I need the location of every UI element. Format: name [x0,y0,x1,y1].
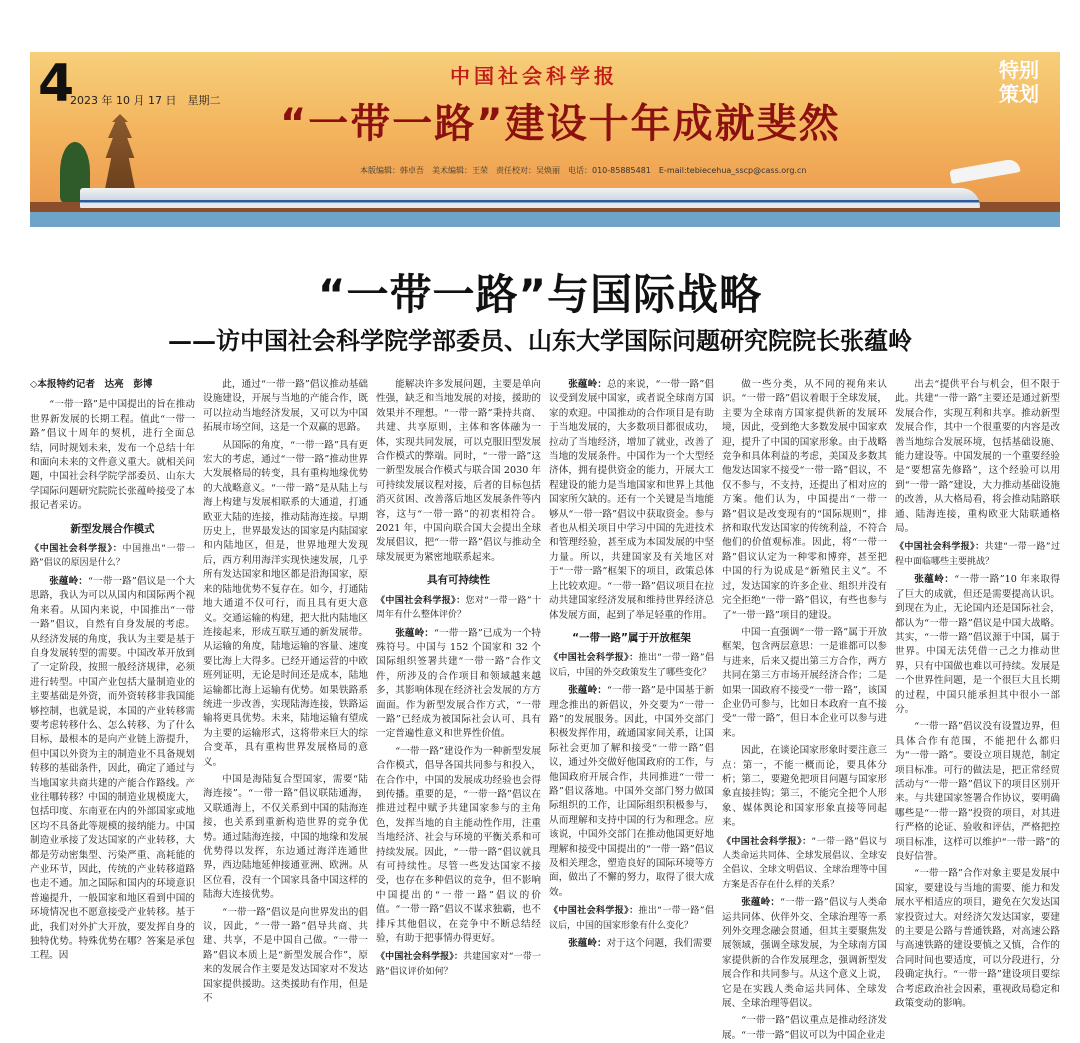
pagoda-illustration [100,114,140,194]
speaker-name: 张蕴岭： [741,897,781,909]
article-column [549,378,714,950]
interview-answer [722,896,887,1011]
body-paragraph: “一带一路”倡议没有设置边界，但具体合作有范围，不能把什么都归为“一带一路”。要设立项目规范，制定项目标准。可行的做法是，把正常经贸活动与“一带一路”倡议下的项目区别开来。与共建国家签署合作协议，要明确哪些是“一带一路”投资的项目，对其进行严格的论证、验收和评估，严格把控项目标准，这样可以维护“一带一路”的良好信誉。 [895,721,1060,862]
question-text: 共建国家对“一带一路”倡议评价如何？ [376,952,541,977]
speaker-name: 张蕴岭： [568,938,607,950]
interview-answer [376,627,541,742]
interview-answer [549,684,714,900]
article-column [722,378,887,1041]
editor-credits: 本版编辑：韩卓吾 美术编辑：王荣 责任校对：吴焕丽 电话：010-85885481 E-mail:tebiecehua_sscp@cass.org.cn [360,166,807,175]
body-paragraph: “一带一路”倡议是向世界发出的倡议，因此，“一带一路”倡导共商、共建、共享，不是中国自己做。“一带一路”倡议本质上是“新型发展合作”，原来的发展合作主要是发达国家对不发达国家提供援助。这类援助有作用，但是不 [203,906,368,1005]
question-label: 《中国社会科学报》： [30,544,123,555]
body-paragraph: 从国际的角度，“一带一路”具有更宏大的考虑，通过“一带一路”推动世界大发展格局的转变，具有重构地缘优势的大战略意义。“一带一路”是从陆上与海上构建与发展相联系的大通道，打通欧亚大陆的连接，推动陆海连接。早期历史上，世界最发达的国家是内陆国家和内陆地区，但是，世界地理大发现后，西方利用海洋实现快速发展，几乎所有发达国家和地区都是沿海国家，原来的陆地优势不复存在。如今，打通陆地大通道不仅可行，而且具有更大意义。交通运输的构建，把大批内陆地区连接起来，形成互联互通的新发展带。从运输的角度，陆地运输的容量、速度要比海上大得多。已经开通运营的中欧班列证明，无论是时间还是成本，陆地运输都比海上运输有优势。如果铁路系统进一步改善，实现陆海连接，铁路运输将更具优势。未来，陆地运输有望成为主要的运输形式，这将带来巨大的综合变革，具有重构世界发展格局的意义。 [203,439,368,768]
body-paragraph: 此，通过“一带一路”倡议推动基础设施建设，开展与当地的产能合作，既可以拉动当地经济发展，又可以为中国拓展市场空间，这是一个双赢的思路。 [203,379,368,434]
interview-question [376,594,541,623]
body-paragraph: “一带一路”合作对象主要是发展中国家，要建设与当地的需要、能力和发展水平相适应的项目，避免在欠发达国家投资过大。对经济欠发达国家，要建的主要是公路与普通铁路，对高速公路与高速铁路的建设要慎之又慎，合作的合同时间也要适度，可以分段进行，分段确定执行。“一带一路”建设项目要综合考虑政治社会因素，重视政局稳定和政策变动的影响。 [895,868,1060,1010]
speaker-name: 张蕴岭： [568,685,608,697]
article-column [376,378,541,977]
body-paragraph: “一带一路”是中国提出的旨在推动世界新发展的长期工程。值此“一带一路”倡议十周年的契机，进行全面总结，同时规划未来，发布一个总结十年和面向未来的文件意义重大。就相关问题，中国社会科学院学部委员、山东大学国际问题研究院院长张蕴岭接受了本报记者采访。 [30,399,195,512]
interview-question [895,540,1060,569]
interview-question [376,950,541,979]
speaker-name: 张蕴岭： [914,574,955,586]
article-column [203,378,368,1005]
reporter-byline: ◇本报特约记者 达亮 彭博 [30,379,153,390]
answer-text: “一带一路”是中国基于新理念推出的新倡议，外交要为“一带一路”的发展服务。因此，中国外交部门积极发挥作用，疏通国家间关系，让国际社会更加了解和接受“一带一路”倡议，通过外交做好他国政府的工作，与他国政府开展合作，共同推进“一带一路”倡议落地。中国外交部门努力做国际组织的工作，让国际组织积极参与，从而理解和支持中国的行为和理念。应该说，中国外交部门在推动他国更好地理解和接受中国提出的“一带一路”倡议及相关理念，塑造良好的国际环境等方面，做出了不懈的努力，取得了很大成效。 [549,685,714,898]
article-column [895,378,1060,1010]
article-body [30,378,1060,1041]
body-paragraph: 出去“提供平台与机会，但不限于此。共建“一带一路”主要还是通过新型发展合作，实现互利和共享。推动新型发展合作，其中一个很重要的内容是改善当地综合发展环境，包括基础设施、能力建设等。中国发展的一个重要经验是“要想富先修路”，这个经验可以用到“一带一路”建设，大力推动基础设施的改善，从大格局看，将会推动陆路联通、陆海连接，重构欧亚大陆联通格局。 [895,379,1060,535]
body-paragraph: “一带一路”倡议重点是推动经济发展。“一带一路”倡议可以为中国企业走 [722,1015,887,1041]
article-column [30,378,195,962]
answer-text: 总的来说，“一带一路”倡议受到发展中国家，或者说全球南方国家的欢迎。中国推动的合作项目是有助于当地发展的，大多数项目都很成功，拉动了当地经济，增加了就业，改善了当地的发展条件。中国作为一个大型经济体，拥有提供资金的能力，开展大工程建设的能力是当地国家和世界上其他国家所欠缺的。还有一个关键是当地能够从“一带一路”倡议中获取资金。参与者也从相关项目中学习中国的先进技术和管理经验，甚至成为本国发展的中坚力量。所以，共建国家及有关地区对于“一带一路”框架下的项目，政策总体上比较欢迎。“一带一路”倡议项目在拉动共建国家经济发展和维持世界经济总体发展方面，起到了举足轻重的作用。 [549,379,714,621]
question-label: 《中国社会科学报》： [549,906,639,917]
page-banner [30,52,1060,227]
question-text: “一带一路”倡议与人类命运共同体、全球发展倡议、全球安全倡议、全球文明倡议、全球治理等中国方案是否存在什么样的关系？ [722,836,887,890]
issue-date: 2023 年 10 月 17 日 星期二 [70,94,221,107]
body-paragraph: 中国一直强调“一带一路”属于开放框架，包含两层意思：一是谁都可以参与进来，后来又提出第三方合作，两方共同在第三方市场开展经济合作；二是如果一国政府不接受“一带一路”，该国企业仍可参与，比如日本政府一直不接受“一带一路”，但日本企业可以参与进来。 [722,626,887,739]
section-heading: 具有可持续性 [427,574,490,587]
question-label: 《中国社会科学报》： [722,836,812,847]
special-feature-label: 特别策划 [999,58,1039,106]
interview-question [549,651,714,680]
interview-question [722,835,887,893]
interview-answer [30,575,195,964]
high-speed-train-illustration [80,188,980,208]
interview-answer [895,573,1060,717]
speaker-name: 张蕴岭： [49,575,89,587]
answer-text: “一带一路”已成为一个特殊符号。中国与 152 个国家和 32 个国际组织签署共建“一带一路”合作文件，所涉及的合作项目和领域越来越多，其影响体现在经济社会发展的方方面面。作为新型发展合作方式，“一带一路”已经成为被国际社会认可、具有一定普遍性意义和世界性价值。 [376,627,541,740]
answer-text: “一带一路”倡议与人类命运共同体、伙伴外交、全球治理等一系列外交理念融会贯通，但其主要聚焦发展领域，强调全球发展，为全球南方国家提供新的合作发展理念，强调新型发展合作和共同参与。从这个意义上说，它是在实践人类命运共同体、全球发展、全球治理等倡议。 [722,897,887,1010]
airplane-illustration [949,158,1020,184]
body-paragraph: 中国是海陆复合型国家，需要“陆海连接”。“一带一路”倡议联陆通海，又联通海上，不仅关系到中国的陆海连接，也关系到重新构造世界的竞争优势。通过陆海连接，中国的地缘和发展优势得以发挥，东边通过海洋连通世界，西边陆地延伸接通亚洲、欧洲。从区位看，没有一个国家具备中国这样的陆海大连接优势。 [203,773,368,901]
article-title: “一带一路”与国际战略 [317,270,763,319]
section-heading: 新型发展合作模式 [70,522,155,535]
body-paragraph: 做一些分类，从不同的视角来认识。“一带一路”倡议着眼于全球发展，主要为全球南方国家提供新的发展环境，因此，受到绝大多数发展中国家欢迎，提升了中国的国家形象。由于战略竞争和具体利益的考虑，美国及多数其他发达国家不接受“一带一路”倡议，不仅不参与，不支持，还提出了相对应的方案。他们认为，中国提出“一带一路”倡议是改变现有的“国际规则”，排挤和取代发达国家的传统利益，不符合他们的价值观标准。因此，将“一带一路”倡议认定为一种零和博弈，甚至把中国的行为说成是“新殖民主义”。不过，发达国家的许多企业、组织并没有完全拒绝“一带一路”倡议，有些也参与了“一带一路”项目的建设。 [722,379,887,621]
question-label: 《中国社会科学报》： [376,595,466,606]
speaker-name: 张蕴岭： [395,627,435,639]
interview-answer [549,378,714,623]
question-text: 中国推出“一带一路”倡议的原因是什么？ [30,544,195,569]
question-label: 《中国社会科学报》： [376,952,464,963]
interview-question [30,542,195,571]
article-subtitle: ——访中国社会科学院学部委员、山东大学国际问题研究院院长张蕴岭 [168,326,912,355]
answer-text: “一带一路”10 年来取得了巨大的成就，但还是需要提高认识。到现在为止，无论国内还是国际社会，都认为“一带一路”倡议是中国大战略。其实，“一带一路”倡议源于中国，属于世界。中国无法凭借一己之力推动世界，只有中国做也难以可持续。发展是一个世界性问题，是一个很巨大且长期的过程，中国只能承担其中很小一部分。 [895,574,1060,715]
question-label: 《中国社会科学报》： [549,653,639,664]
answer-text: “一带一路”倡议是一个大思路，我认为可以从国内和国际两个视角来看。从国内来说，中国推出“一带一路”倡议，自然有自身发展的考虑。从经济发展的角度，我认为主要是基于自身发展转型的需要。中国改革开放到了一定阶段，按照一般经济规律，必须进行转型。中国产业包括大量制造业的主要基础是外资，而外资转移非我国能够控制，也就是说，本国的产业转移需要考虑转移什么、怎么转移、为了什么目标，最根本的是向产业链上游提升，但中国以外资为主的制造业不具备规划转移的基础条件，因此，确定了通过与当地国家共商共建的产能合作路线。产业往哪转移？中国的制造业规模庞大，包括印度、东南亚在内的外部国家或地区均不具备此等规模的接纳能力。中国制造业承接了发达国家的产业转移，大都是劳动密集型、污染严重、高耗能的产业环节，因此，传统的产业转移道路也走不通。加之国际和国内的环境意识普遍提升，一般国家和地区看到中国的环境情况也不愿意接受产业转移。基于此，我们对外扩大开放，要发挥自身的独特优势。特殊优势在哪？答案是承包工程。因 [30,575,195,962]
question-text: 推出“一带一路”倡议后，中国的国家形象有什么变化？ [549,906,714,931]
banner-title: “一带一路”建设十年成就斐然 [280,101,841,147]
interview-question [549,904,714,933]
body-paragraph: “一带一路”建设作为一种新型发展合作模式，倡导各国共同参与和投入，在合作中，中国的发展成功经验也会得到传播。重要的是，“一带一路”倡议在推进过程中赋予共建国家参与的主角色，发挥当地的自主能动性作用，注重当地经济、社会与环境的平衡关系和可持续发展。因此，“一带一路”倡议就具有可持续性。尽管一些发达国家不接受，也存在多种倡议的竞争，但不影响中国提出的“一带一路”倡议的价值。“一带一路”倡议不谋求独霸，也不排斥其他倡议，在竞争中不断总结经验，有助于把事情办得更好。 [376,745,541,945]
page-number: 4 [38,54,75,114]
speaker-name: 张蕴岭： [568,379,608,390]
question-text: 您对“一带一路”十周年有什么整体评价？ [376,595,541,621]
question-label: 《中国社会科学报》： [895,542,985,553]
answer-text: 对于这个问题，我们需要 [606,938,713,950]
newspaper-masthead: 中国社会科学报 [450,64,618,88]
question-text: 推出“一带一路”倡议后，中国的外交政策发生了哪些变化？ [549,653,714,678]
body-paragraph: 能解决许多发展问题，主要是单向性强，缺乏和当地发展的对接，援助的效果并不理想。“一带一路”秉持共商、共建、共享原则，主体和客体融为一体，实现共同发展，可以克服旧型发展合作模式的弊端。同时，“一带一路”这一新型发展合作模式与联合国 2030 年可持续发展议程对接，后者的目标包括消灭贫困、改善落后地区发展条件等内容，这与“一带一路”的初衷相符合。2021 年，中国向联合国大会提出全球发展倡议，把“一带一路”倡议与推动全球发展更为紧密地联系起来。 [376,379,541,563]
section-heading: “一带一路”属于开放框架 [572,631,691,644]
body-paragraph: 因此，在谈论国家形象时要注意三点：第一，不能一概而论，要具体分析；第二，要避免把项目问题与国家形象直接挂钩；第三，不能完全把个人形象、媒体舆论和国家形象直接等同起来。 [722,745,887,829]
interview-answer [549,937,714,951]
sea-illustration [30,212,1060,227]
question-text: 共建“一带一路”过程中面临哪些主要挑战？ [895,542,1060,567]
